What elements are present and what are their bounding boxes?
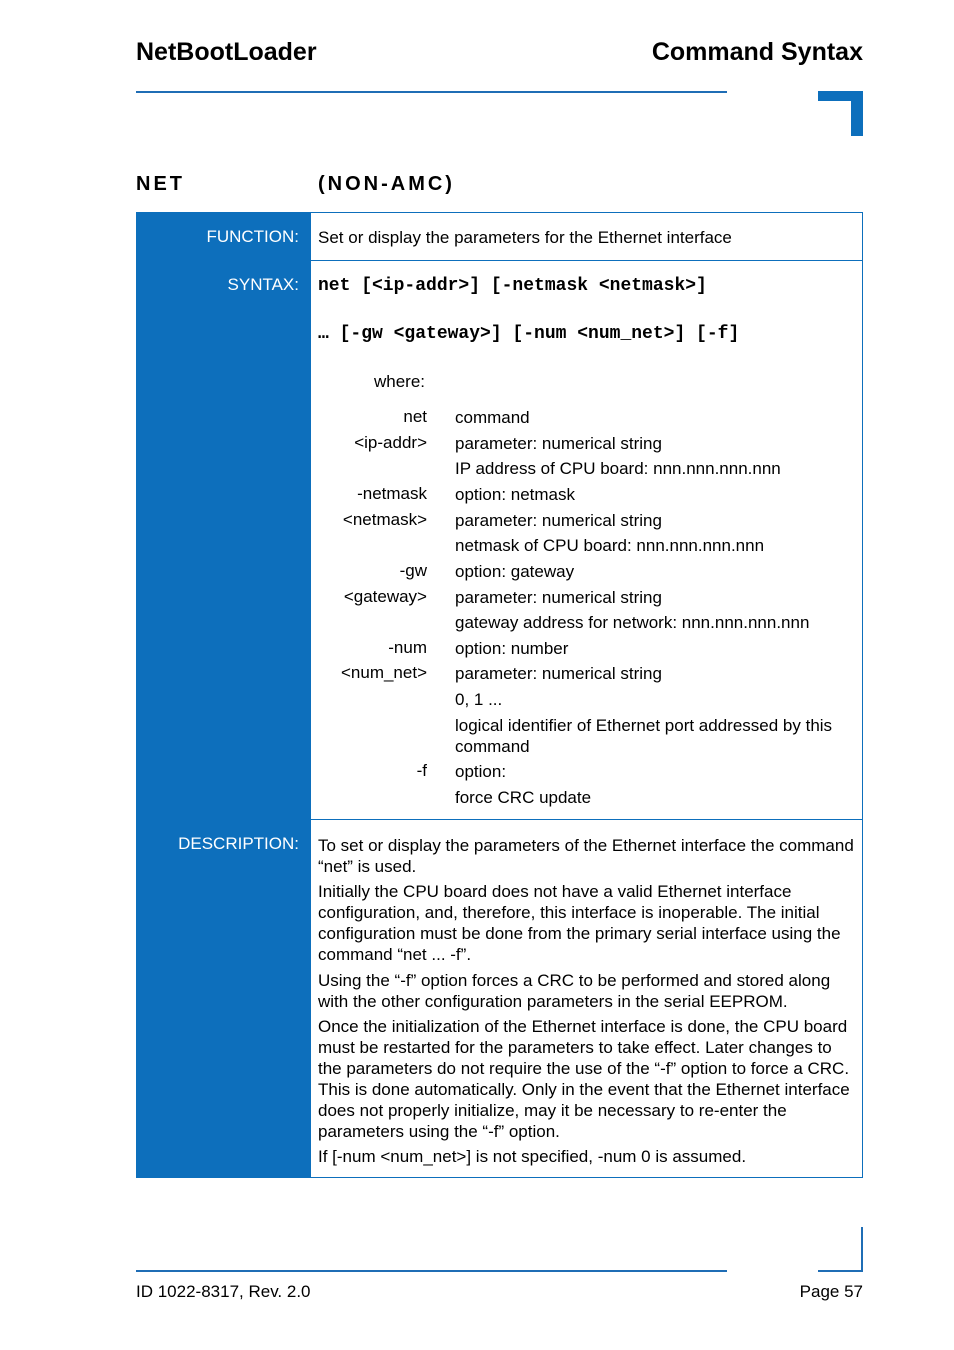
param-name: -f bbox=[416, 761, 427, 780]
page-number: Page 57 bbox=[799, 1282, 863, 1301]
label-column bbox=[136, 212, 310, 1178]
param-name: net bbox=[403, 407, 427, 426]
description-paragraph: To set or display the parameters of the Ethernet interface the command “net” is used. bbox=[318, 836, 854, 876]
row-divider bbox=[310, 819, 863, 820]
param-name: -num bbox=[388, 638, 427, 657]
function-text: Set or display the parameters for the Ethernet interface bbox=[318, 228, 732, 247]
param-desc: option: gateway bbox=[455, 562, 575, 581]
param-desc: logical identifier of Ethernet port addressed by this command bbox=[455, 716, 833, 756]
param-desc: option: number bbox=[455, 639, 569, 658]
syntax-line-1: net [<ip-addr>] [-netmask <netmask>] bbox=[318, 276, 707, 296]
corner-mark-top-vertical bbox=[851, 91, 863, 136]
header-title: NetBootLoader bbox=[136, 38, 317, 66]
footer-rule bbox=[136, 1270, 727, 1272]
description-paragraph: Once the initialization of the Ethernet interface is done, the CPU board must be restarted for the parameters to take effect. Later changes to the parameters do not require the use of the “-f” option to force a CRC. This is done automatically. Only in the event that the Ethernet interface does not properly initialize, may it be necessary to re-enter the parameters using the “-f” option. bbox=[318, 1017, 850, 1141]
param-name: <num_net> bbox=[340, 663, 427, 682]
param-name: <gateway> bbox=[343, 587, 427, 606]
description-paragraph: If [-num <num_net>] is not specified, -num 0 is assumed. bbox=[318, 1147, 747, 1166]
where-label: where: bbox=[374, 372, 426, 391]
param-desc: parameter: numerical string bbox=[455, 434, 662, 453]
document-id: ID 1022-8317, Rev. 2.0 bbox=[136, 1282, 311, 1301]
syntax-label: SYNTAX: bbox=[227, 275, 299, 294]
param-name: <ip-addr> bbox=[354, 433, 427, 452]
param-desc: 0, 1 ... bbox=[455, 690, 503, 709]
param-name: -netmask bbox=[357, 484, 427, 503]
header-section: Command Syntax bbox=[651, 38, 863, 66]
corner-mark-bottom bbox=[861, 1227, 863, 1272]
param-desc: IP address of CPU board: nnn.nnn.nnn.nnn bbox=[455, 459, 781, 478]
description-paragraph: Initially the CPU board does not have a valid Ethernet interface configuration, and, therefore, this interface is inoperable. The initial configuration must be done from the primary serial interface using the command “net ... -f”. bbox=[318, 882, 841, 964]
param-desc: option: netmask bbox=[455, 485, 576, 504]
param-desc: option: bbox=[455, 762, 507, 781]
command-variant: (NON-AMC) bbox=[318, 173, 455, 195]
command-name: NET bbox=[136, 173, 185, 195]
header-rule bbox=[136, 91, 727, 93]
corner-mark-bottom-horizontal bbox=[818, 1270, 863, 1272]
param-desc: netmask of CPU board: nnn.nnn.nnn.nnn bbox=[455, 536, 765, 555]
param-name: <netmask> bbox=[342, 510, 427, 529]
param-name: -gw bbox=[399, 561, 427, 580]
param-desc: parameter: numerical string bbox=[455, 664, 662, 683]
param-desc: parameter: numerical string bbox=[455, 588, 662, 607]
param-desc: gateway address for network: nnn.nnn.nnn.nnn bbox=[455, 613, 810, 632]
description-label: DESCRIPTION: bbox=[178, 834, 299, 853]
row-divider bbox=[310, 260, 863, 261]
param-desc: command bbox=[455, 408, 530, 427]
function-label: FUNCTION: bbox=[206, 227, 299, 246]
param-desc: parameter: numerical string bbox=[455, 511, 662, 530]
description-paragraph: Using the “-f” option forces a CRC to be performed and stored along with the other configuration parameters in the serial EEPROM. bbox=[318, 971, 831, 1011]
param-desc: force CRC update bbox=[455, 788, 592, 807]
syntax-line-2: … [-gw <gateway>] [-num <num_net>] [-f] bbox=[318, 324, 740, 344]
